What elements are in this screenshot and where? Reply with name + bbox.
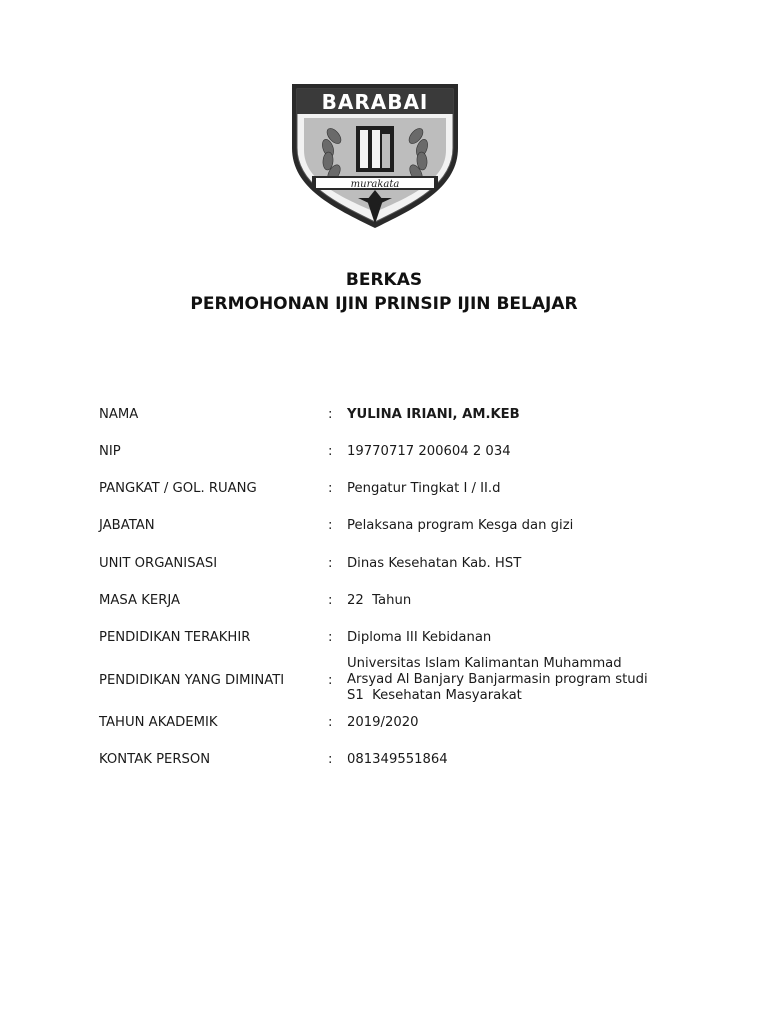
field-value-line: Arsyad Al Banjary Banjarmasin program studi bbox=[347, 672, 648, 687]
field-value: 081349551864 bbox=[347, 752, 448, 767]
field-value-line: Universitas Islam Kalimantan Muhammad bbox=[347, 656, 622, 671]
field-value: Pelaksana program Kesga dan gizi bbox=[347, 518, 574, 533]
document-title bbox=[0, 268, 768, 316]
field-colon: : bbox=[328, 715, 333, 730]
field-value: 19770717 200604 2 034 bbox=[347, 444, 511, 459]
field-colon: : bbox=[328, 593, 333, 608]
field-value: Dinas Kesehatan Kab. HST bbox=[347, 556, 522, 571]
field-label: NAMA bbox=[99, 407, 139, 422]
emblem-top-text: BARABAI bbox=[321, 90, 429, 114]
field-label: PANGKAT / GOL. RUANG bbox=[99, 481, 257, 496]
field-value: 22 Tahun bbox=[347, 593, 412, 608]
field-label: KONTAK PERSON bbox=[99, 752, 211, 767]
field-value: YULINA IRIANI, AM.KEB bbox=[347, 407, 520, 422]
emblem-ribbon-text: murakata bbox=[350, 179, 400, 190]
field-label: JABATAN bbox=[99, 518, 155, 533]
barabai-emblem bbox=[286, 78, 464, 230]
field-label: PENDIDIKAN TERAKHIR bbox=[99, 630, 251, 645]
field-colon: : bbox=[328, 556, 333, 571]
field-label: TAHUN AKADEMIK bbox=[99, 715, 218, 730]
field-label: PENDIDIKAN YANG DIMINATI bbox=[99, 673, 285, 688]
field-colon: : bbox=[328, 444, 333, 459]
field-colon: : bbox=[328, 752, 333, 767]
field-colon: : bbox=[328, 407, 333, 422]
field-colon: : bbox=[328, 630, 333, 645]
field-label: MASA KERJA bbox=[99, 593, 181, 608]
field-colon: : bbox=[328, 481, 333, 496]
field-label: NIP bbox=[99, 444, 121, 459]
field-colon: : bbox=[328, 673, 333, 688]
field-value-multiline bbox=[347, 656, 677, 704]
field-value: Pengatur Tingkat I / II.d bbox=[347, 481, 501, 496]
emblem-shield-icon bbox=[286, 78, 464, 230]
field-value-line: S1 Kesehatan Masyarakat bbox=[347, 688, 522, 703]
field-value: Diploma III Kebidanan bbox=[347, 630, 492, 645]
field-value: 2019/2020 bbox=[347, 715, 419, 730]
title-line-2: PERMOHONAN IJIN PRINSIP IJIN BELAJAR bbox=[190, 294, 578, 314]
field-colon: : bbox=[328, 518, 333, 533]
title-line-1: BERKAS bbox=[345, 270, 423, 290]
field-label: UNIT ORGANISASI bbox=[99, 556, 218, 571]
